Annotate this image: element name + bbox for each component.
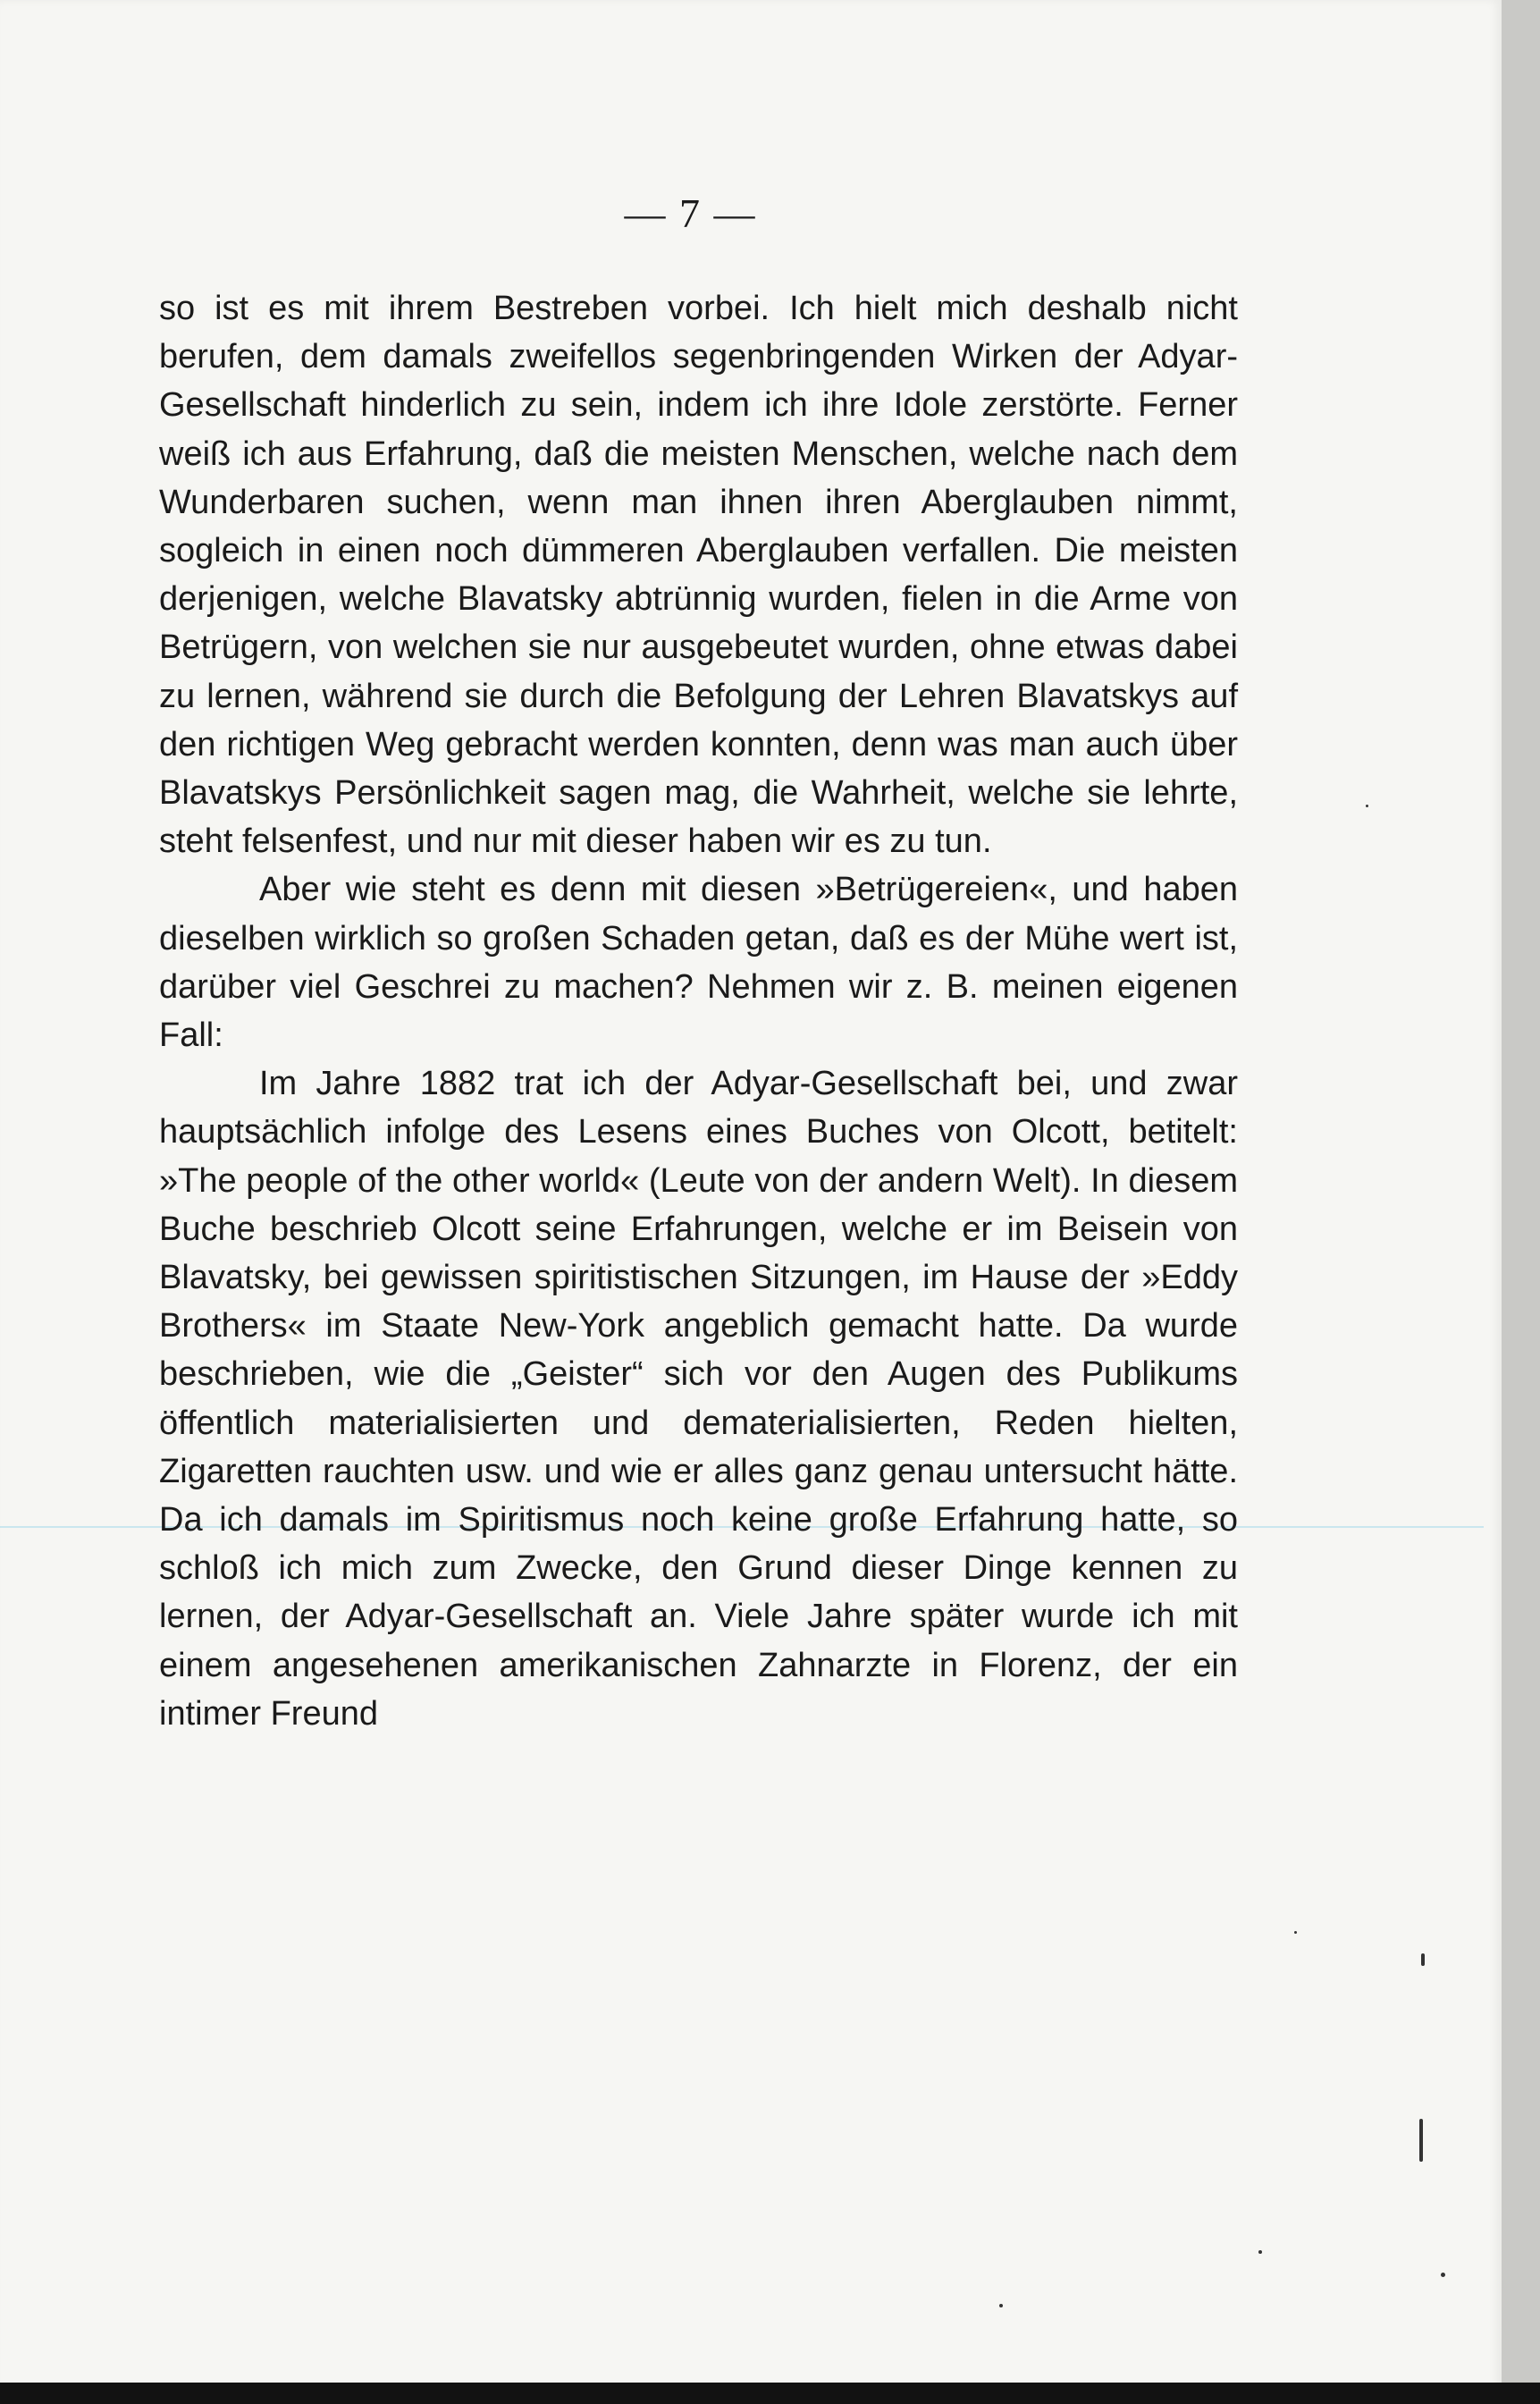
paragraph-3: Im Jahre 1882 trat ich der Adyar-Gesellschaft bei, und zwar hauptsächlich infolge des Lesens eines Buches von Olcott, betitelt: »The people of the other world« (Leute von der andern Welt). In diesem Buche beschrieb Olcott seine Erfahrungen, welche er im Beisein von Blavatsky, bei gewissen spiritistischen Sitzungen, im Hause der »Eddy Brothers« im Staate New-York angeblich gemacht hatte. Da wurde beschrieben, wie die „Geister“ sich vor den Augen des Publikums öffentlich materialisierten und dematerialisierten, Reden hielten, Zigaretten rauchten usw. und wie er alles ganz genau untersucht hätte. Da ich damals im Spiritismus noch keine große Erfahrung hatte, so schloß ich mich zum Zwecke, den Grund dieser Dinge kennen zu lernen, der Adyar-Gesellschaft an. Viele Jahre später wurde ich mit einem angesehenen amerikanischen Zahnarzte in Florenz, der ein intimer Freund bbox=[159, 1065, 1238, 1733]
body-text bbox=[159, 284, 1238, 1738]
dust-speck bbox=[1419, 2119, 1423, 2162]
dust-speck bbox=[1258, 2250, 1262, 2254]
dust-speck bbox=[1366, 805, 1368, 807]
paragraph-2: Aber wie steht es denn mit diesen »Betrügereien«, und haben dieselben wirklich so großen Schaden getan, daß es der Mühe wert ist, darüber viel Geschrei zu machen? Nehmen wir z. B. meinen eigenen Fall: bbox=[159, 871, 1238, 1055]
dust-speck bbox=[999, 2304, 1003, 2307]
scan-bottom-edge bbox=[0, 2383, 1540, 2404]
dust-speck bbox=[1294, 1931, 1297, 1934]
dust-speck bbox=[1441, 2273, 1445, 2277]
page-number: — 7 — bbox=[624, 190, 757, 236]
scan-margin bbox=[1502, 0, 1540, 2404]
paragraph-1: so ist es mit ihrem Bestreben vorbei. Ich hielt mich deshalb nicht berufen, dem damals zweifellos segenbringenden Wirken der Adyar-Gesellschaft hinderlich zu sein, indem ich ihre Idole zerstörte. Ferner weiß ich aus Erfahrung, daß die meisten Menschen, welche nach dem Wunderbaren suchen, wenn man ihnen ihren Aberglauben nimmt, sogleich in einen noch dümmeren Aberglauben verfallen. Die meisten derjenigen, welche Blavatsky abtrünnig wurden, fielen in die Arme von Betrügern, von welchen sie nur ausgebeutet wurden, ohne etwas dabei zu lernen, während sie durch die Befolgung der Lehren Blavatskys auf den richtigen Weg gebracht werden konnten, denn was man auch über Blavatskys Persönlichkeit sagen mag, die Wahrheit, welche sie lehrte, steht felsenfest, und nur mit dieser haben wir es zu tun. bbox=[159, 290, 1238, 861]
dust-speck bbox=[1421, 1953, 1425, 1966]
